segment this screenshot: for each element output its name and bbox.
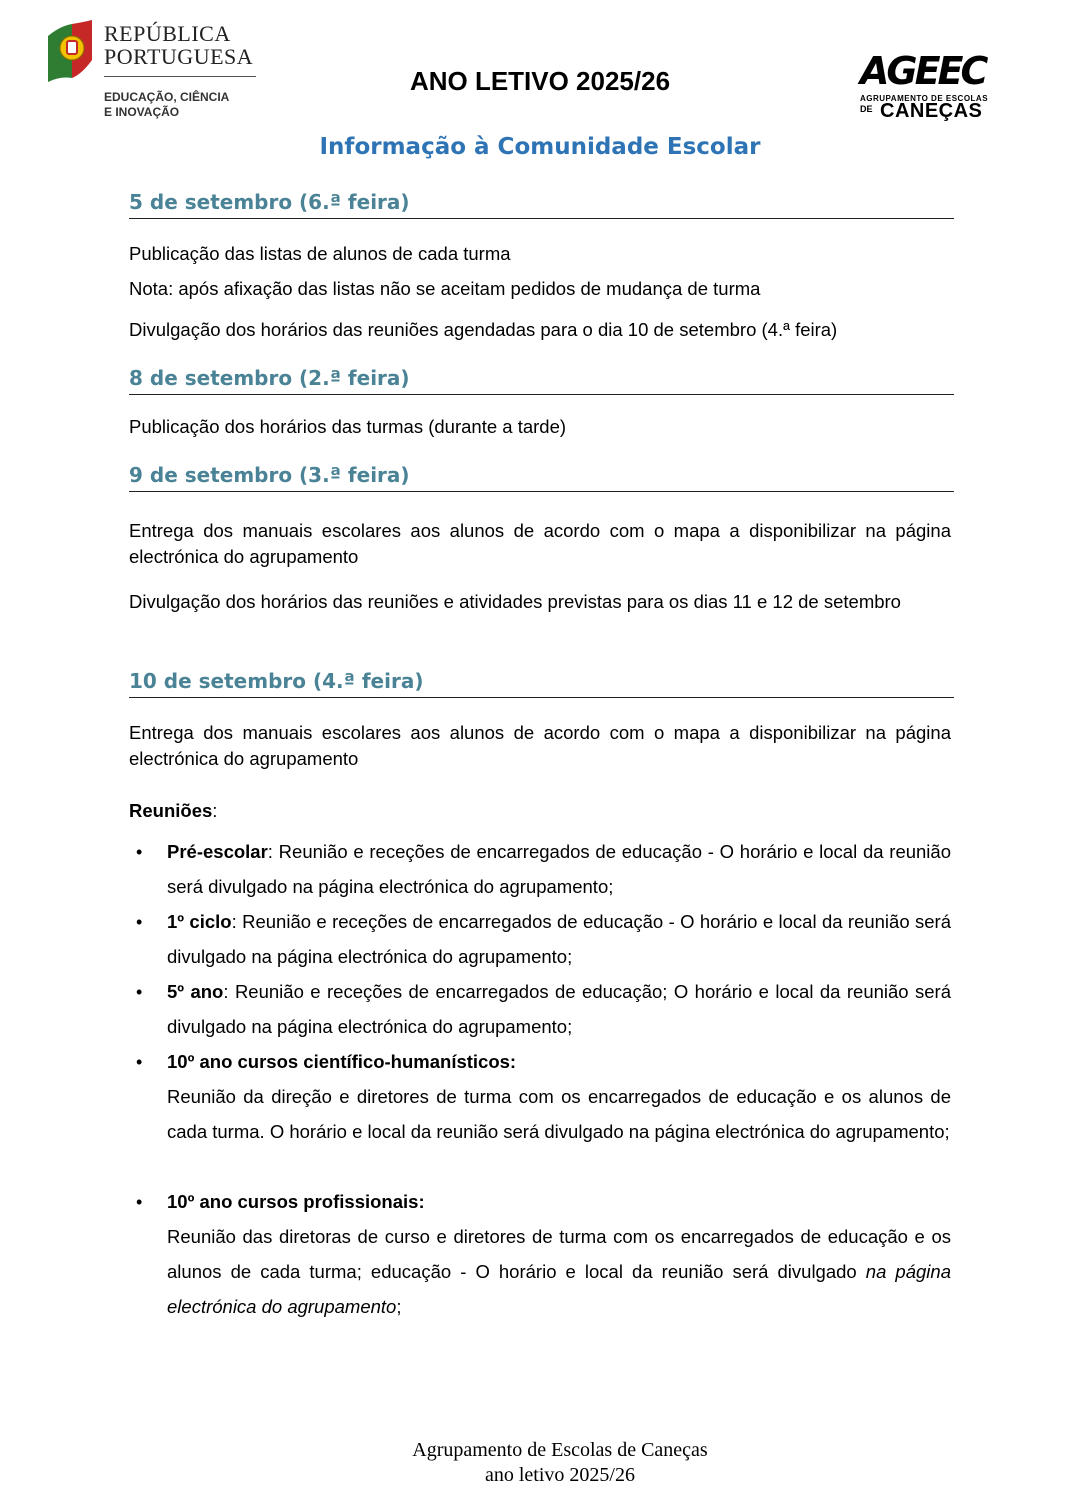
section-heading-9-setembro: 9 de setembro (3.ª feira)	[129, 461, 954, 492]
section-heading-5-setembro: 5 de setembro (6.ª feira)	[129, 188, 954, 219]
list-item	[167, 1044, 951, 1149]
section-paragraph: Divulgação dos horários das reuniões e atividades previstas para os dias 11 e 12 de setembro	[129, 591, 901, 612]
section-paragraph: Publicação dos horários das turmas (durante a tarde)	[129, 416, 567, 437]
list-item-title: 1º ciclo	[167, 911, 232, 932]
section-paragraph: Entrega dos manuais escolares aos alunos de acordo com o mapa a disponibilizar na página electrónica do agrupamento	[129, 520, 951, 567]
footer-line1: Agrupamento de Escolas de Caneças	[412, 1439, 708, 1461]
bullet-marker: •	[136, 842, 143, 862]
gov-divider	[104, 76, 256, 77]
list-item-title: 10º ano cursos profissionais:	[167, 1191, 425, 1212]
page-title: ANO LETIVO 2025/26	[409, 66, 671, 96]
section-paragraph: Nota: após afixação das listas não se aceitam pedidos de mudança de turma	[129, 278, 761, 299]
list-item-title: 5º ano	[167, 981, 224, 1002]
list-item-text: : Reunião e receções de encarregados de educação; O horário e local da reunião será divulgado na página electrónica do agrupamento;	[167, 981, 952, 1037]
section-heading-10-setembro: 10 de setembro (4.ª feira)	[129, 667, 954, 698]
footer-line2: ano letivo 2025/26	[485, 1464, 635, 1486]
list-item-title: 10º ano cursos científico-humanísticos:	[167, 1051, 517, 1072]
meetings-label	[129, 798, 217, 824]
bullet-marker: •	[136, 982, 143, 1002]
document-subtitle: Informação à Comunidade Escolar	[319, 134, 761, 160]
school-logo-subtitle: AGRUPAMENTO DE ESCOLAS	[860, 94, 989, 103]
gov-name-line2: PORTUGUESA	[104, 44, 254, 69]
list-item-italic-text: na página electrónica do agrupamento	[167, 1261, 951, 1317]
bullet-marker: •	[136, 1052, 143, 1072]
bullet-marker: •	[136, 1192, 143, 1212]
list-item-end: ;	[396, 1296, 402, 1317]
school-logo-prefix: DE	[860, 104, 873, 114]
school-logo	[856, 50, 1006, 122]
list-item-text: Reunião da direção e diretores de turma com os encarregados de educação e os alunos de cada turma. O horário e local da reunião será divulgado na página electrónica do agrupamento;	[167, 1086, 951, 1142]
bullet-marker: •	[136, 912, 143, 932]
section-paragraph: Entrega dos manuais escolares aos alunos de acordo com o mapa a disponibilizar na página electrónica do agrupamento	[129, 722, 951, 769]
list-item	[167, 834, 951, 904]
list-item-text: : Reunião e receções de encarregados de educação - O horário e local da reunião será divulgado na página electrónica do agrupamento;	[167, 911, 951, 967]
gov-department-line1: EDUCAÇÃO, CIÊNCIA	[104, 90, 230, 104]
gov-department-line2: E INOVAÇÃO	[104, 105, 180, 119]
section-paragraph: Divulgação dos horários das reuniões agendadas para o dia 10 de setembro (4.ª feira)	[129, 319, 838, 340]
list-item	[167, 974, 951, 1044]
list-item-text: : Reunião e receções de encarregados de educação - O horário e local da reunião será divulgado na página electrónica do agrupamento;	[167, 841, 951, 897]
section-heading-8-setembro: 8 de setembro (2.ª feira)	[129, 364, 954, 395]
list-item	[167, 1184, 951, 1324]
portuguese-flag-emblem-icon	[46, 20, 92, 82]
government-logo	[46, 20, 266, 130]
list-item-text: Reunião das diretoras de curso e diretores de turma com os encarregados de educação e os alunos de cada turma; educação - O horário e local da reunião será divulgado	[167, 1226, 951, 1282]
school-logo-mark: AGEEC	[860, 49, 986, 93]
meetings-label-text: Reuniões	[129, 800, 213, 821]
section-paragraph: Publicação das listas de alunos de cada turma	[129, 243, 511, 264]
meetings-label-colon: :	[212, 800, 218, 821]
list-item-title: Pré-escolar	[167, 841, 268, 862]
school-logo-name: CANEÇAS	[880, 100, 983, 122]
gov-name-line1: REPÚBLICA	[104, 21, 231, 46]
list-item	[167, 904, 951, 974]
